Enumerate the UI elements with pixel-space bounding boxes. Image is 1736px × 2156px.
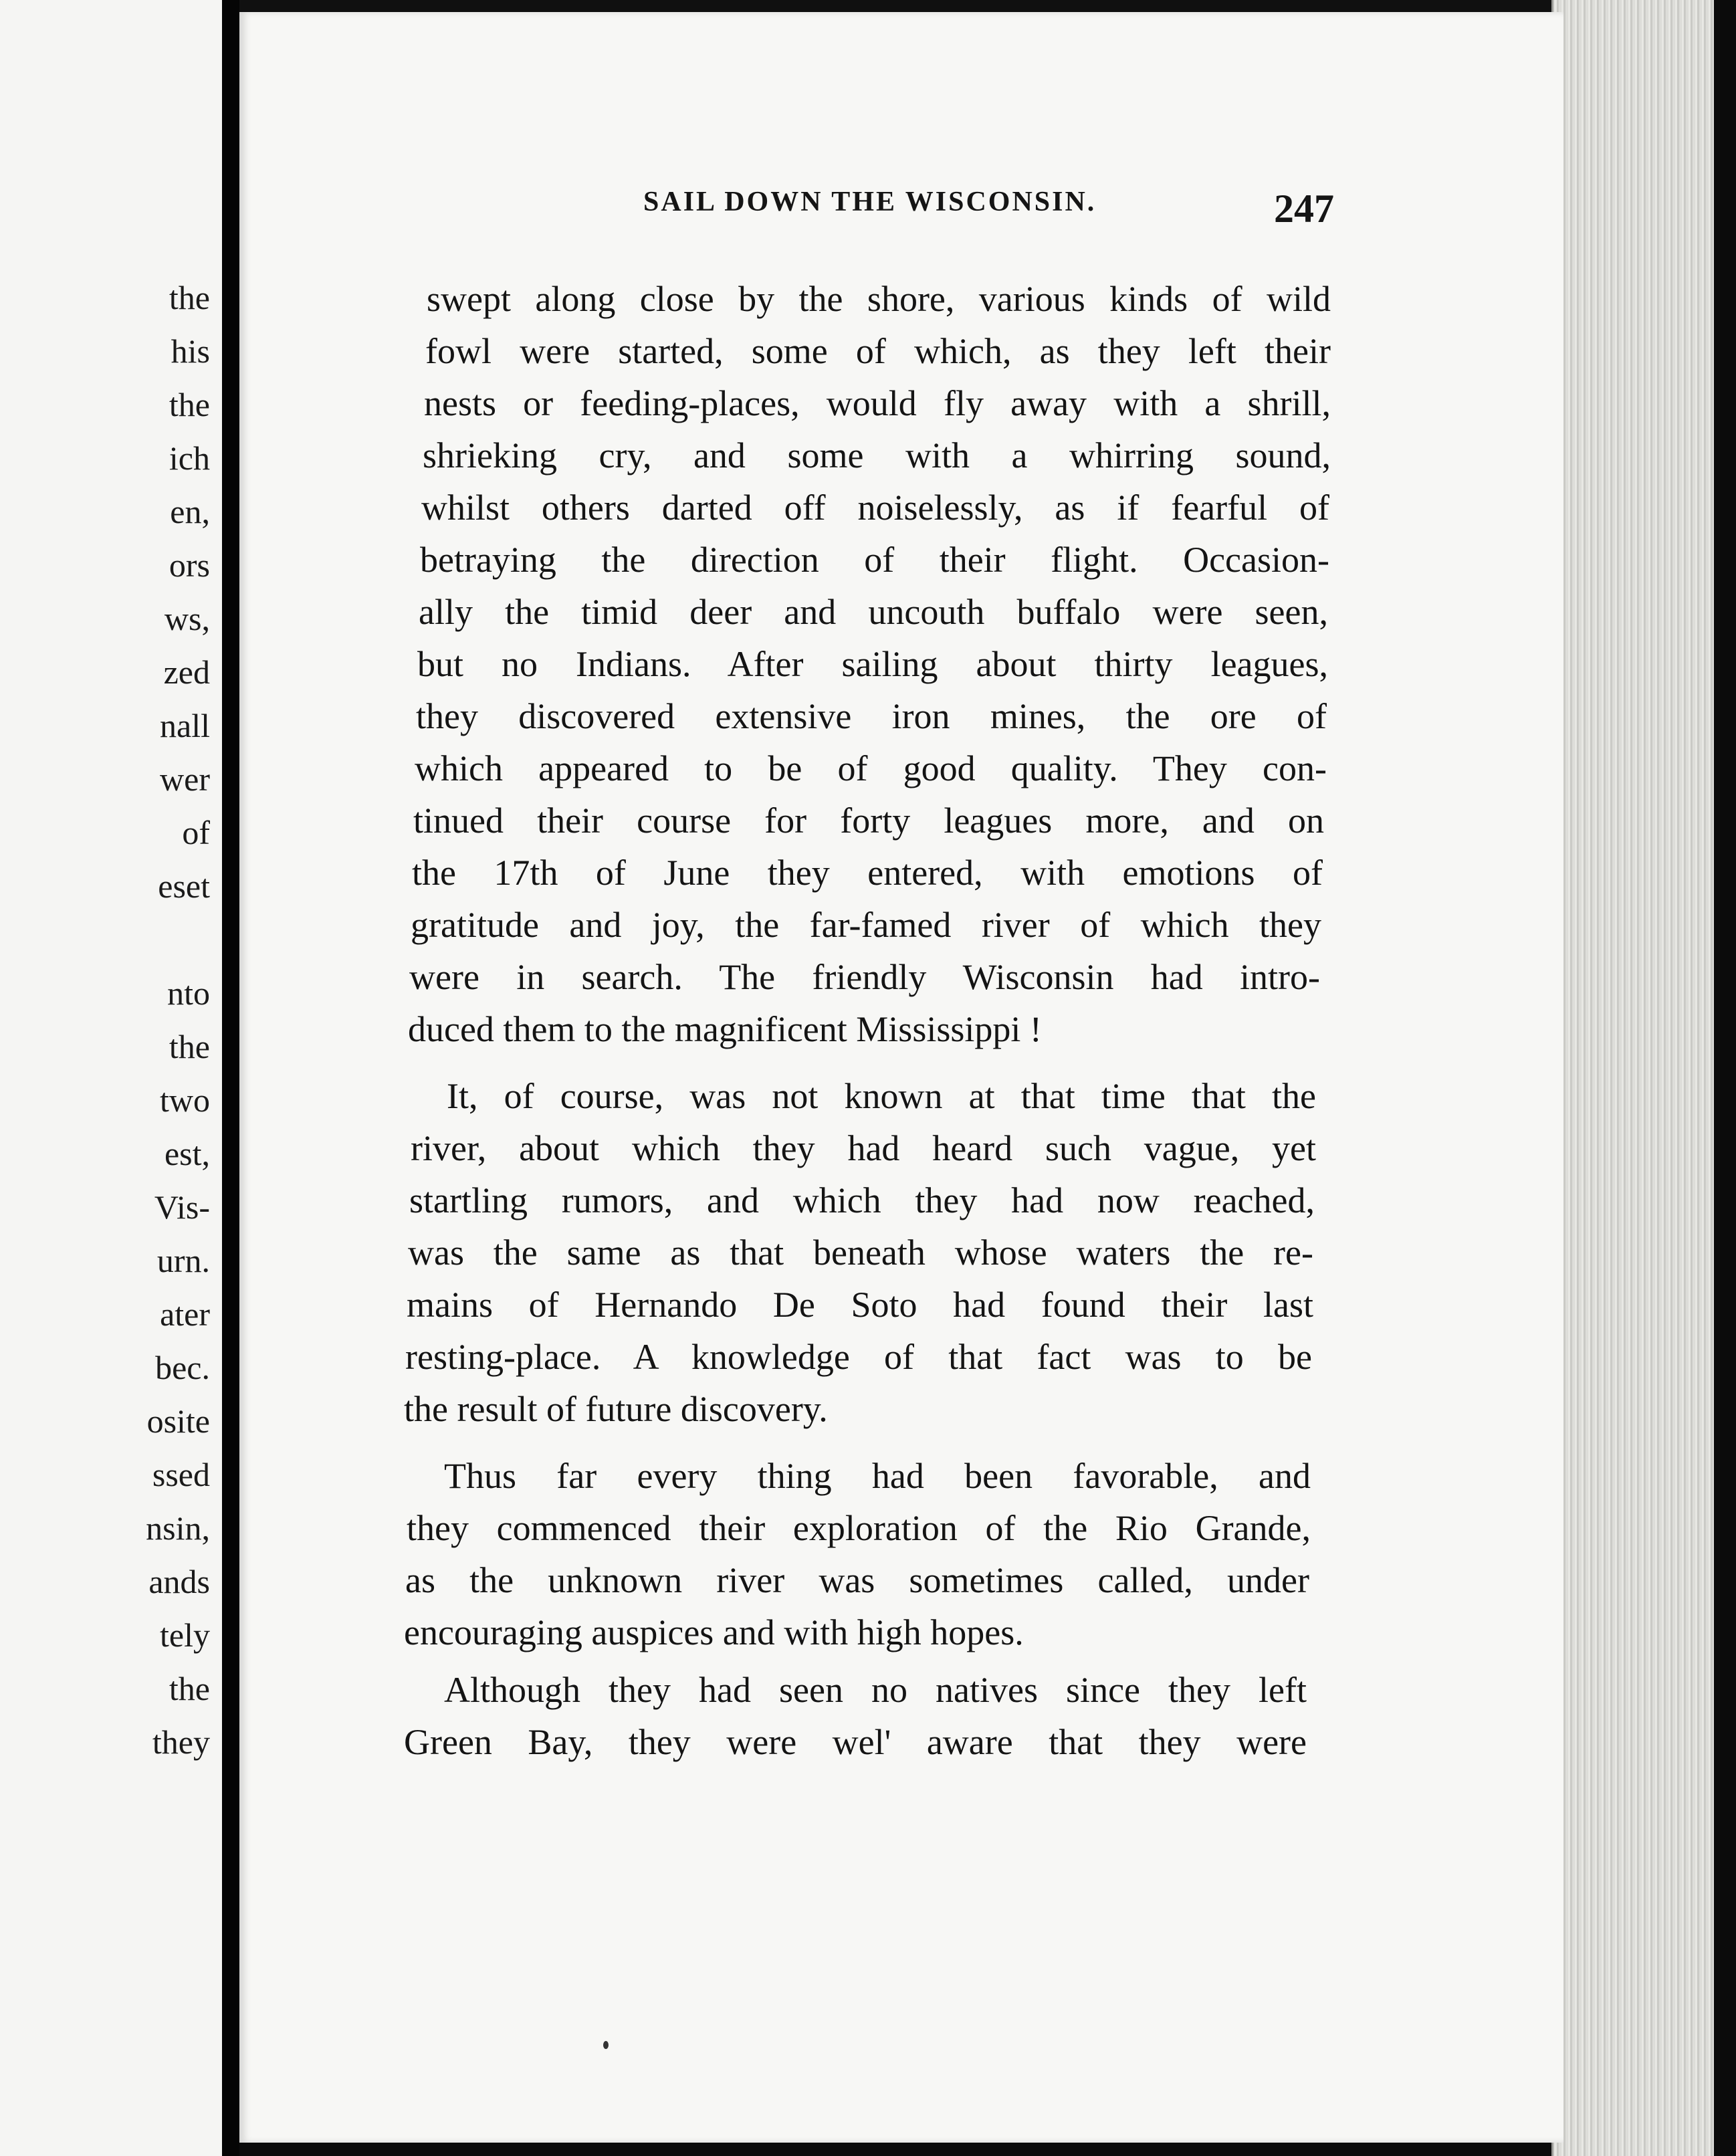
text-line: but no Indians. After sailing about thirty leagues, <box>417 644 1328 684</box>
left-facing-page <box>0 0 222 2156</box>
left-line-fragment: ater <box>160 1295 210 1333</box>
text-line: mains of Hernando De Soto had found their last <box>407 1285 1313 1325</box>
text-line: encouraging auspices and with high hopes. <box>404 1612 1024 1652</box>
paper-speck <box>603 2041 609 2049</box>
text-line: as the unknown river was sometimes called, under <box>405 1560 1309 1600</box>
left-line-fragment: ich <box>169 439 210 477</box>
left-line-fragment: nsin, <box>146 1509 210 1547</box>
text-line: river, about which they had heard such vague, yet <box>411 1128 1316 1168</box>
book-gutter <box>222 0 239 2156</box>
text-line: whilst others darted off noiselessly, as if fearful of <box>421 488 1329 528</box>
text-line: Although they had seen no natives since they left <box>444 1670 1307 1710</box>
left-line-fragment: the <box>169 279 210 316</box>
text-line: they commenced their exploration of the Rio Grande, <box>407 1508 1311 1548</box>
left-line-fragment: eset <box>158 867 210 905</box>
text-line: the result of future discovery. <box>404 1389 828 1429</box>
text-line: Thus far every thing had been favorable, and <box>444 1456 1311 1496</box>
text-line: startling rumors, and which they had now reached, <box>409 1180 1315 1220</box>
left-line-fragment: urn. <box>156 1242 210 1279</box>
text-line: they discovered extensive iron mines, the ore of <box>416 696 1327 736</box>
text-line: betraying the direction of their flight. Occasion- <box>420 540 1329 580</box>
page-number: 247 <box>1274 187 1334 231</box>
left-line-fragment: of <box>182 814 210 851</box>
text-line: gratitude and joy, the far-famed river of which they <box>411 905 1321 945</box>
left-line-fragment: his <box>171 332 210 370</box>
left-line-fragment: ws, <box>164 600 210 637</box>
left-line-fragment: wer <box>160 760 210 798</box>
left-line-fragment: est, <box>164 1135 210 1172</box>
left-line-fragment: nall <box>160 707 210 744</box>
left-line-fragment: zed <box>163 653 210 691</box>
left-line-fragment: two <box>160 1081 210 1119</box>
left-line-fragment: nto <box>167 974 210 1012</box>
text-line: were in search. The friendly Wisconsin had intro- <box>409 957 1320 997</box>
left-line-fragment: the <box>169 1028 210 1065</box>
left-line-fragment: the <box>169 1670 210 1707</box>
text-line: shrieking cry, and some with a whirring sound, <box>423 435 1331 475</box>
text-line: tinued their course for forty leagues more, and on <box>413 800 1324 841</box>
left-line-fragment: tely <box>160 1616 210 1654</box>
text-line: Green Bay, they were wel' aware that they were <box>404 1722 1307 1762</box>
left-line-fragment: they <box>152 1723 210 1761</box>
left-line-fragment: osite <box>146 1402 210 1440</box>
running-title: SAIL DOWN THE WISCONSIN. <box>643 187 1097 217</box>
left-line-fragment: ors <box>169 546 210 584</box>
text-line: resting-place. A knowledge of that fact was to be <box>405 1337 1312 1377</box>
left-line-fragment: en, <box>170 493 210 530</box>
text-line: duced them to the magnificent Mississippi ! <box>408 1009 1042 1049</box>
page-edges <box>1551 0 1714 2156</box>
text-line: It, of course, was not known at that time that the <box>447 1076 1316 1116</box>
left-line-fragment: bec. <box>155 1349 210 1386</box>
text-line: swept along close by the shore, various kinds of wild <box>427 279 1331 319</box>
text-line: fowl were started, some of which, as they left their <box>425 331 1331 371</box>
text-line: the 17th of June they entered, with emotions of <box>412 853 1323 893</box>
text-line: nests or feeding-places, would fly away with a shrill, <box>424 383 1331 423</box>
text-line: was the same as that beneath whose waters the re- <box>408 1232 1313 1273</box>
text-line: ally the timid deer and uncouth buffalo were seen, <box>419 592 1328 632</box>
text-line: which appeared to be of good quality. They con- <box>415 748 1327 788</box>
left-line-fragment: ands <box>148 1563 210 1600</box>
left-line-fragment: the <box>169 386 210 423</box>
left-line-fragment: ssed <box>152 1456 210 1493</box>
left-line-fragment: Vis- <box>154 1188 210 1226</box>
